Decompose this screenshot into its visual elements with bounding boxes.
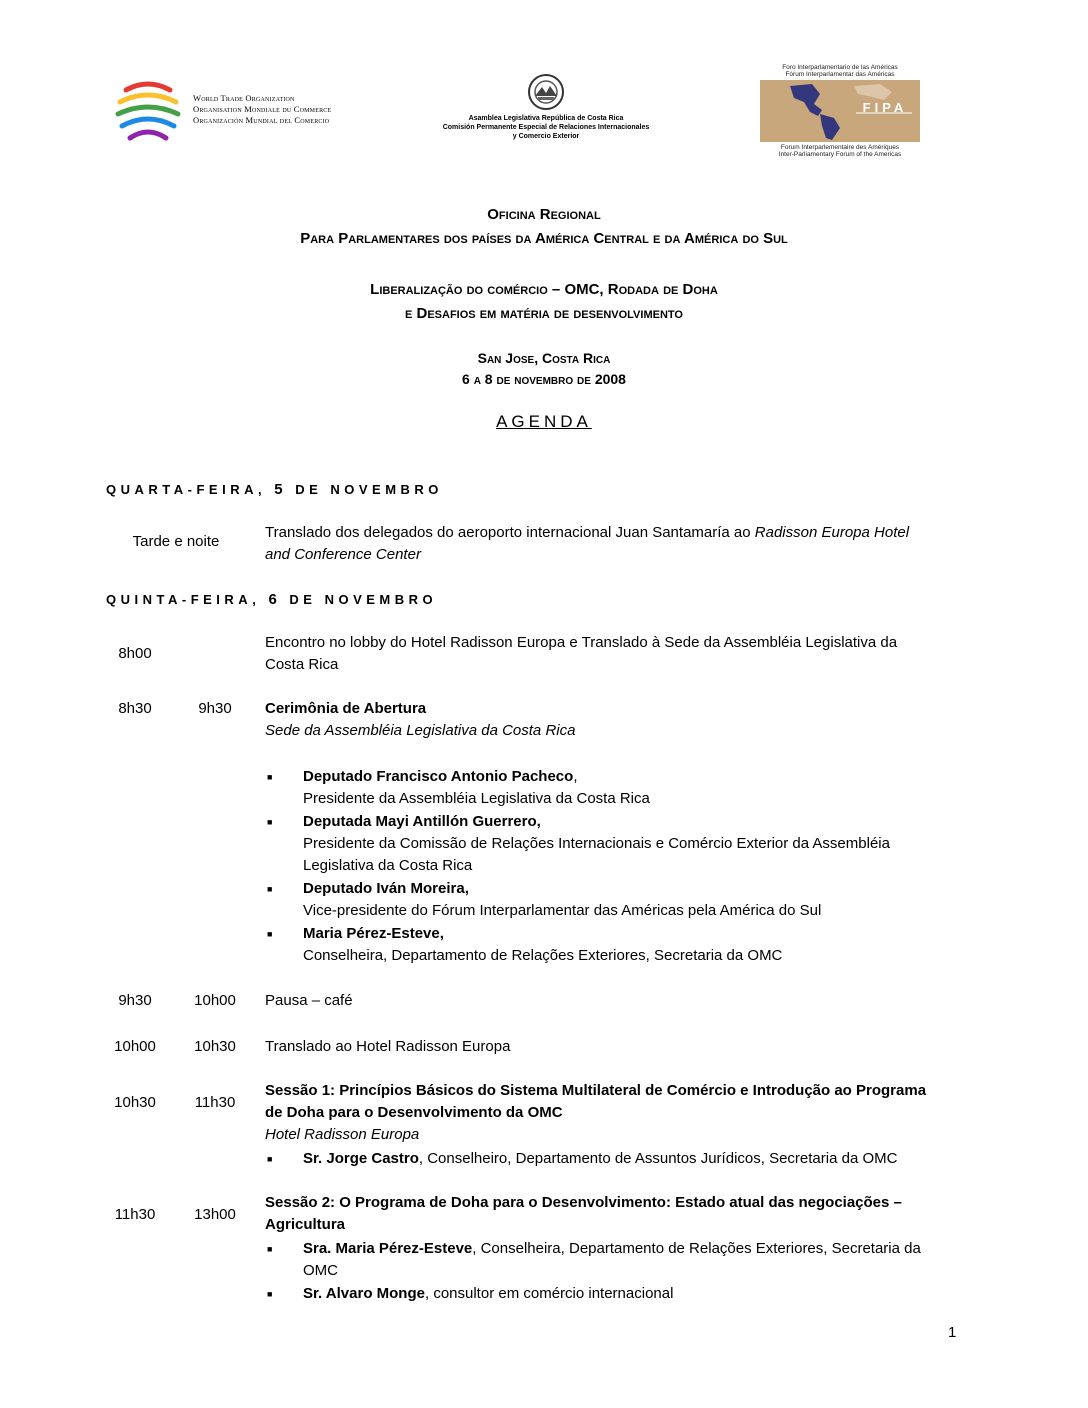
- speaker-name: Deputado Iván Moreira,: [303, 880, 469, 897]
- session-venue: Sede da Assembléia Legislativa da Costa Rica: [265, 722, 576, 739]
- wto-name-es: Organización Mundial del Comercio: [193, 115, 330, 125]
- session-title: Sessão 2: O Programa de Doha para o Desenvolvimento: Estado atual das negociações –: [265, 1194, 902, 1211]
- fipa-bottom-caption: [752, 144, 928, 158]
- wto-name-block: [193, 93, 413, 126]
- speaker-role-cont: OMC: [303, 1262, 338, 1279]
- title-line-1: Oficina Regional: [487, 206, 601, 223]
- bullet-icon: ■: [267, 817, 273, 827]
- arrival-text: Translado dos delegados do aeroporto internacional Juan Santamaría ao: [265, 524, 751, 541]
- title-line-2: Para Parlamentares dos países da América Central e da América do Sul: [300, 230, 788, 247]
- day-heading-thursday: [106, 591, 437, 608]
- speaker-name: Maria Pérez-Esteve,: [303, 925, 444, 942]
- speaker-name: Deputado Francisco Antonio Pacheco: [303, 768, 574, 785]
- wto-emblem-icon: [108, 78, 188, 144]
- costa-rica-seal: [526, 72, 566, 112]
- bullet-icon: ■: [267, 929, 273, 939]
- day-number: 6: [268, 591, 282, 608]
- fipa-name-fr: Forum Interparlementaire des Amériques: [780, 144, 900, 151]
- session-venue: Hotel Radisson Europa: [265, 1126, 420, 1143]
- end-time: 9h30: [198, 700, 232, 717]
- bullet-icon: ■: [267, 1154, 273, 1164]
- transfer-description: Translado ao Hotel Radisson Europa: [265, 1038, 511, 1055]
- fipa-name-en: Inter-Parliamentary Forum of the Americas: [778, 151, 902, 158]
- fipa-name-pt: Fórum Interparlamentar das Américas: [785, 71, 895, 78]
- date-range: 6 a 8 de novembro de 2008: [462, 371, 626, 387]
- bullet-icon: ■: [267, 884, 273, 894]
- speaker: [303, 878, 469, 900]
- title-line-4: e Desafios em matéria de desenvolvimento: [405, 305, 683, 322]
- day-heading-wednesday: [106, 481, 443, 498]
- commission-name-cont: y Comercio Exterior: [512, 133, 580, 140]
- speaker-name: Deputada Mayi Antillón Guerrero,: [303, 813, 541, 830]
- fipa-logo: [760, 80, 920, 142]
- speaker-role: , Conselheira, Departamento de Relações Exteriores, Secretaria da: [472, 1240, 921, 1257]
- speaker: [303, 1283, 673, 1305]
- start-time: 9h30: [118, 992, 152, 1009]
- coat-of-arms-icon: [526, 72, 566, 112]
- speaker-name: Sra. Maria Pérez-Esteve: [303, 1240, 473, 1257]
- speaker: [303, 1238, 983, 1260]
- bullet-icon: ■: [267, 772, 273, 782]
- wto-logo: [108, 78, 188, 144]
- assembly-name: Asamblea Legislativa República de Costa Rica: [468, 115, 624, 122]
- hotel-name-cont: and Conference Center: [265, 546, 421, 563]
- speaker: [303, 923, 444, 945]
- fipa-name-es: Foro Interparlamentario de las Américas: [782, 64, 898, 71]
- time-afternoon: Tarde e noite: [132, 533, 220, 550]
- session-title: Cerimônia de Abertura: [265, 700, 427, 717]
- day-number: 5: [274, 481, 288, 498]
- session-title-cont: de Doha para o Desenvolvimento da OMC: [265, 1104, 563, 1121]
- speaker-role-cont: Legislativa da Costa Rica: [303, 857, 473, 874]
- bullet-icon: ■: [267, 1244, 273, 1254]
- end-time: 11h30: [194, 1094, 236, 1111]
- session-2: [265, 1192, 983, 1236]
- start-time: 11h30: [114, 1206, 156, 1223]
- speaker-role: Presidente da Assembléia Legislativa da Costa Rica: [303, 790, 650, 807]
- wto-name-fr: Organisation Mondiale du Commerce: [193, 104, 332, 114]
- separator: ,: [573, 768, 578, 785]
- speaker: [303, 811, 541, 833]
- meeting-text-cont: Costa Rica: [265, 656, 339, 673]
- title-line-3: Liberalização do comércio – OMC, Rodada de Doha: [370, 281, 718, 298]
- speaker-name: Sr. Alvaro Monge: [303, 1285, 425, 1302]
- commission-name: Comisión Permanente Especial de Relaciones Internacionales: [442, 124, 650, 131]
- start-time: 8h00: [118, 645, 152, 662]
- opening-session: [265, 698, 983, 742]
- arrival-description: [265, 522, 983, 566]
- day-month: DE NOVEMBRO: [295, 482, 443, 497]
- session-title: Sessão 1: Princípios Básicos do Sistema Multilateral de Comércio e Introdução ao Programa: [265, 1082, 927, 1099]
- day-month: DE NOVEMBRO: [289, 592, 438, 607]
- bullet-icon: ■: [267, 1289, 273, 1299]
- speaker-role: Conselheira, Departamento de Relações Exteriores, Secretaria da OMC: [303, 947, 783, 964]
- end-time: 10h30: [194, 1038, 236, 1055]
- start-time: 10h30: [114, 1094, 156, 1111]
- meeting-text: Encontro no lobby do Hotel Radisson Europa e Translado à Sede da Assembléia Legislativa da: [265, 634, 898, 651]
- hotel-name: Radisson Europa Hotel: [754, 524, 910, 541]
- session-title-cont: Agricultura: [265, 1216, 346, 1233]
- coffee-break: Pausa – café: [265, 992, 353, 1009]
- speaker: [303, 766, 578, 788]
- end-time: 13h00: [194, 1206, 236, 1223]
- day-name: QUARTA-FEIRA,: [106, 482, 267, 497]
- agenda-heading: AGENDA: [496, 412, 592, 431]
- start-time: 10h00: [114, 1038, 156, 1055]
- end-time: 10h00: [194, 992, 236, 1009]
- day-name: QUINTA-FEIRA,: [106, 592, 261, 607]
- meeting-description: [265, 632, 983, 676]
- wto-name-en: World Trade Organization: [193, 93, 295, 103]
- speaker-role: Vice-presidente do Fórum Interparlamentar das Américas pela América do Sul: [303, 902, 822, 919]
- page-number: 1: [948, 1324, 957, 1341]
- speaker-role: , Conselheiro, Departamento de Assuntos Jurídicos, Secretaria da OMC: [418, 1150, 898, 1167]
- speaker-role: Presidente da Comissão de Relações Internacionais e Comércio Exterior da Assembléia: [303, 835, 890, 852]
- fipa-logo-text: FIPA: [862, 100, 908, 115]
- assembly-name-block: [406, 114, 686, 141]
- location: San Jose, Costa Rica: [477, 350, 611, 366]
- session-1: [265, 1080, 983, 1146]
- speaker-name: Sr. Jorge Castro: [303, 1150, 419, 1167]
- speaker: [303, 1148, 897, 1170]
- fipa-top-caption: [752, 64, 928, 78]
- start-time: 8h30: [118, 700, 152, 717]
- speaker-role: , consultor em comércio internacional: [424, 1285, 674, 1302]
